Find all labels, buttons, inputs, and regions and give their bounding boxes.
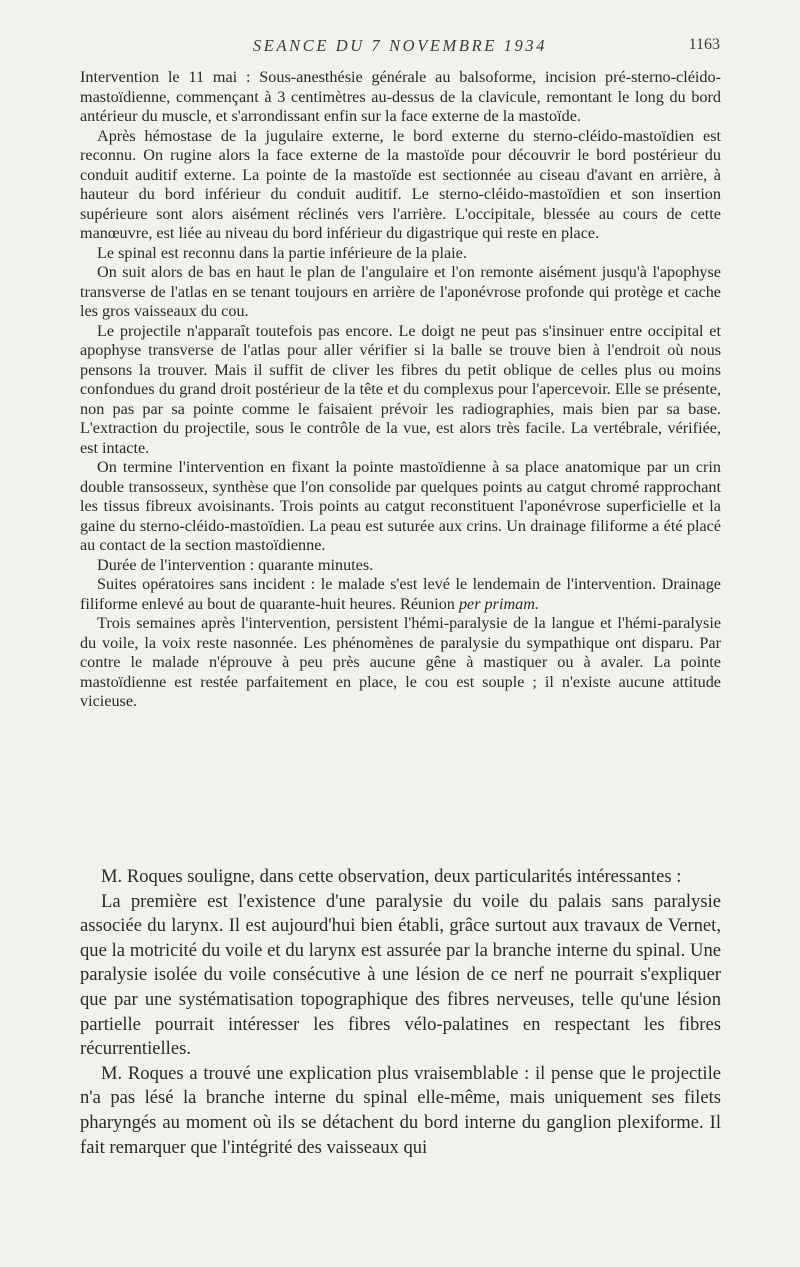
paragraph: On suit alors de bas en haut le plan de l'angulaire et l'on remonte aisément jusqu'à l'apophyse transverse de l'atlas en se tenant toujours en arrière de l'aponévrose profonde qui protège et cache les gros vaisseaux du cou. [80,263,721,320]
paragraph-text: Suites opératoires sans incident : le malade s'est levé le lendemain de l'intervention. Drainage filiforme enlevé au bout de quarante-huit heures. Réunion [80,575,721,613]
paragraph: La première est l'existence d'une paralysie du voile du palais sans paralysie associée du larynx. Il est aujourd'hui bien établi, grâce surtout aux travaux de Vernet, que la motricité du voile et du larynx est assurée par la branche interne du spinal. Une paralysie isolée du voile consécutive à une lésion de ce nerf ne pourrait s'expliquer que par une systématisation topographique des fibres nerveuses, telle qu'une lésion partielle pourrait intéresser les fibres vélo-palatines en respectant les fibres récurrentielles. [80,890,721,1060]
paragraph [80,575,721,614]
page-number: 1163 [688,36,720,53]
paragraph: Trois semaines après l'intervention, persistent l'hémi-paralysie de la langue et l'hémi-paralysie du voile, la voix reste nasonnée. Les phénomènes de paralysie du sympathique ont disparu. Par contre le malade n'éprouve à peu près aucune gêne à mastiquer ou à avaler. La pointe mastoïdienne est restée parfaitement en place, le cou est souple ; il n'existe aucune attitude vicieuse. [80,614,721,710]
paragraph: On termine l'intervention en fixant la pointe mastoïdienne à sa place anatomique par un crin double transosseux, synthèse que l'on consolide par quelques points au catgut chromé rapprochant les tissus fibreux avoisinants. Trois points au catgut reconstituent l'aponévrose superficielle et la gaine du sterno-cléido-mastoïdien. La peau est suturée aux crins. Un drainage filiforme a été placé au contact de la section mastoïdienne. [80,458,721,554]
paragraph: M. Roques a trouvé une explication plus vraisemblable : il pense que le projectile n'a pas lésé la branche interne du spinal elle-même, mais uniquement ses filets pharyngés au moment où ils se détachent du bord interne du ganglion plexiforme. Il fait remarquer que l'intégrité des vaisseaux qui [80,1062,721,1158]
paragraph: Après hémostase de la jugulaire externe, le bord externe du sterno-cléido-mastoïdien est reconnu. On rugine alors la face externe de la mastoïde pour découvrir le bord postérieur du conduit auditif externe. La pointe de la mastoïde est sectionnée au ciseau d'avant en arrière, à hauteur du bord inférieur du conduit auditif. Le sterno-cléido-mastoïdien et son insertion supérieure sont alors aisément réclinés vers l'arrière. L'occipitale, blessée au cours de cette manœuvre, est liée au niveau du bord inférieur du digastrique qui reste en place. [80,126,721,242]
paragraph: Le projectile n'apparaît toutefois pas encore. Le doigt ne peut pas s'insinuer entre occipital et apophyse transverse de l'atlas pour aller vérifier si la balle se trouve bien à l'endroit où nous pensons la trouver. Mais il suffit de cliver les fibres du petit oblique de celles plus ou moins confondues du grand droit postérieur de la tête et du complexus pour l'apercevoir. Elle se présente, non pas par sa pointe comme le faisaient prévoir les radiographies, mais bien par sa base. L'extraction du projectile, sous le contrôle de la vue, est alors très facile. La vertébrale, vérifiée, est intacte. [80,321,721,457]
paragraph: Intervention le 11 mai : Sous-anesthésie générale au balsoforme, incision pré-sterno-cléido-mastoïdienne, commençant à 3 centimètres au-dessus de la clavicule, remontant le long du bord antérieur du muscle, et s'arrondissant enfin sur la face externe de la mastoïde. [80,68,721,125]
latin-phrase: per primam. [458,594,539,613]
paragraph: M. Roques souligne, dans cette observation, deux particularités intéressantes : [101,866,682,887]
paragraph: Le spinal est reconnu dans la partie inférieure de la plaie. [97,243,467,262]
header-title: SEANCE DU 7 NOVEMBRE 1934 [252,36,548,55]
commentary-text [80,865,721,1160]
observation-text [80,68,721,712]
running-header [80,36,720,58]
paragraph: Durée de l'intervention : quarante minutes. [97,555,374,574]
